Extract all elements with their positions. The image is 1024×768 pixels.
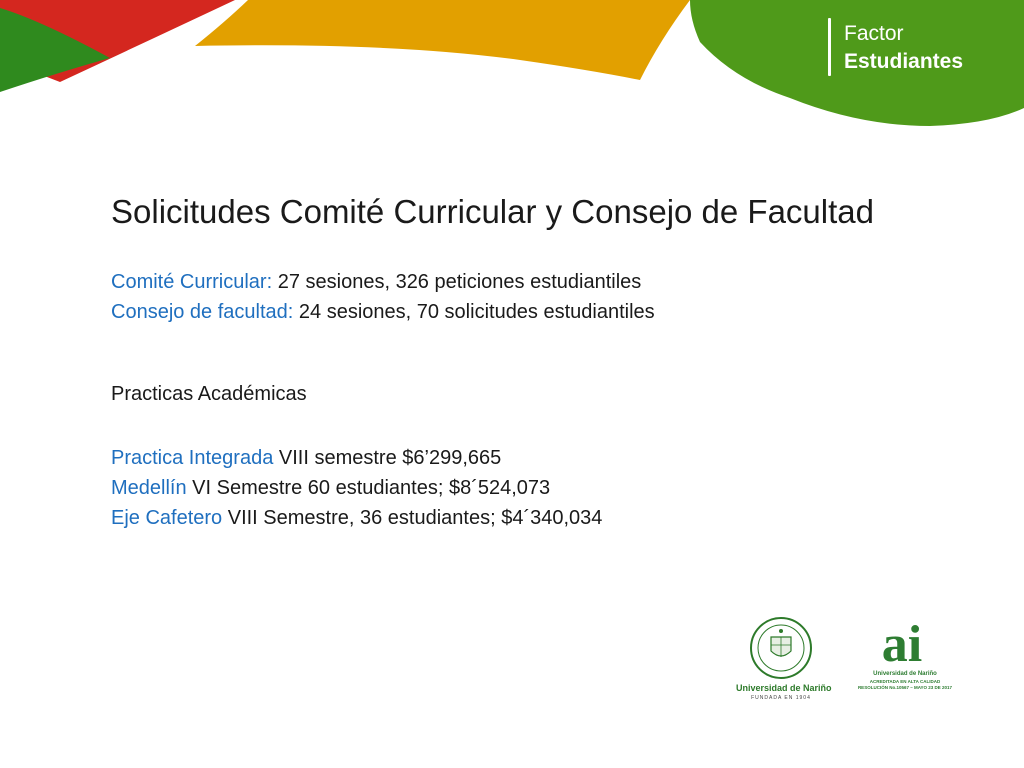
accreditation-text <box>848 679 962 691</box>
accreditation-line-2: RESOLUCIÓN No.10567 – MAYO 23 DE 2017 <box>857 685 953 690</box>
curricular-line <box>111 270 641 294</box>
practicas-heading: Practicas Académicas <box>111 383 307 405</box>
eje-cafetero-label: Eje Cafetero <box>111 507 223 529</box>
eje-cafetero-line <box>111 506 602 530</box>
brand-divider <box>828 18 831 76</box>
medellin-label: Medellín <box>111 477 187 499</box>
consejo-label: Consejo de facultad: <box>111 301 294 323</box>
accreditation-line-1: ACREDITADA EN ALTA CALIDAD <box>869 679 941 684</box>
medellin-line <box>111 476 550 500</box>
slide-title: Solicitudes Comité Curricular y Consejo de Facultad <box>111 193 874 230</box>
accreditation-mark: ai <box>881 616 923 673</box>
brand-line-factor: Factor <box>844 22 904 45</box>
consejo-line <box>111 300 655 324</box>
medellin-text: VI Semestre 60 estudiantes; $8´524,073 <box>186 477 551 499</box>
university-name: Universidad de Nariño <box>736 683 832 693</box>
eje-cafetero-text: VIII Semestre, 36 estudiantes; $4´340,034 <box>222 507 603 529</box>
practica-integrada-label: Practica Integrada <box>111 447 274 469</box>
practica-integrada-text: VIII semestre $6’299,665 <box>273 447 502 469</box>
consejo-text: 24 sesiones, 70 solicitudes estudiantiles <box>293 301 655 323</box>
curricular-label: Comité Curricular: <box>111 271 273 293</box>
accreditation-university: Universidad de Nariño <box>873 671 937 677</box>
curricular-text: 27 sesiones, 326 peticiones estudiantiles <box>272 271 642 293</box>
practica-integrada-line <box>111 446 501 470</box>
university-founded: FUNDADA EN 1904 <box>751 695 811 701</box>
orange-wave <box>195 0 690 80</box>
brand-line-estudiantes: Estudiantes <box>844 50 964 73</box>
